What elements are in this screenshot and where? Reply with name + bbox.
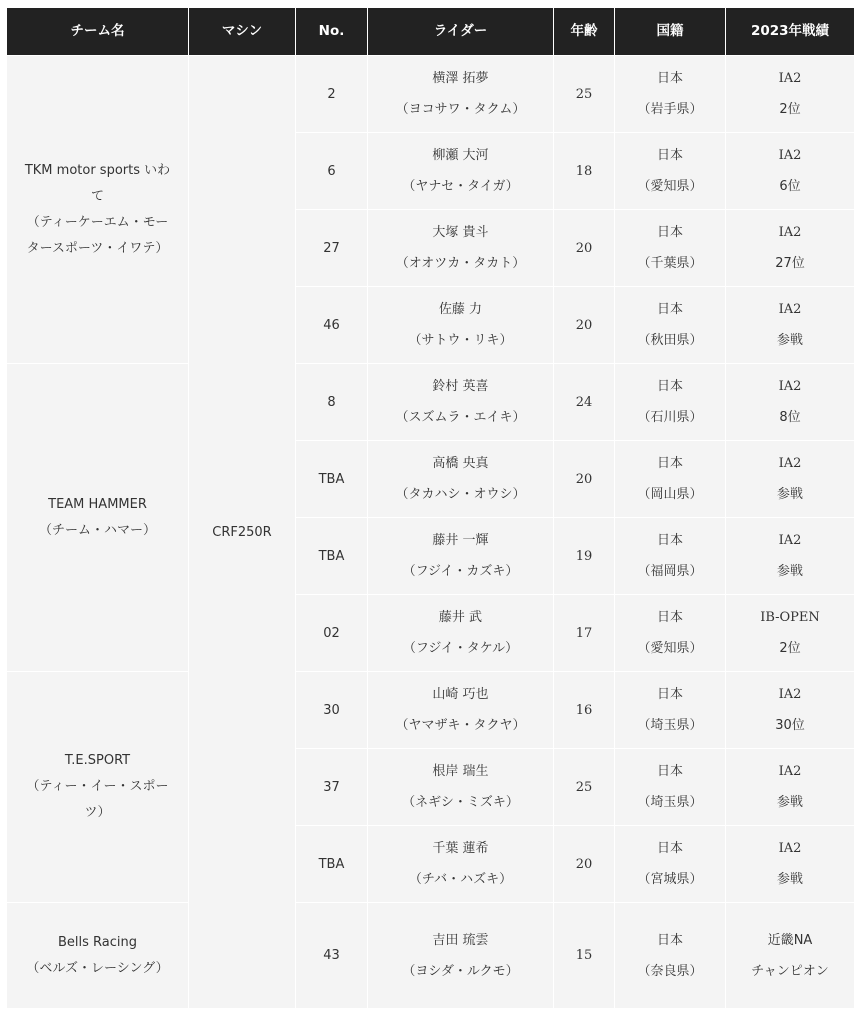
machine-cell: CRF250R (189, 56, 296, 1009)
result-class: IB-OPEN (760, 610, 820, 625)
rider-kana: （サトウ・リキ） (408, 333, 513, 348)
rider-number: 30 (296, 672, 368, 749)
nationality-cell (615, 826, 726, 903)
team-name-kana: （チーム・ハマー） (38, 522, 156, 538)
result-rank: 6位 (779, 179, 801, 194)
table-row (7, 903, 855, 1009)
rider-name: 吉田 琉雲 (432, 932, 489, 948)
table-row (7, 56, 855, 133)
result-class: IA2 (778, 687, 802, 702)
rider-name: 佐藤 力 (438, 302, 483, 317)
rider-number: TBA (296, 441, 368, 518)
result-class: IA2 (778, 148, 802, 163)
result-cell (726, 826, 855, 903)
rider-cell (368, 518, 554, 595)
result-class: IA2 (778, 379, 802, 394)
nationality-cell (615, 595, 726, 672)
country: 日本 (656, 932, 683, 948)
result-cell (726, 672, 855, 749)
prefecture: （埼玉県） (637, 795, 703, 810)
result-class: IA2 (778, 841, 802, 856)
rider-number: 27 (296, 210, 368, 287)
rider-name: 大塚 貴斗 (432, 225, 489, 240)
country: 日本 (656, 687, 683, 702)
result-cell (726, 749, 855, 826)
prefecture: （埼玉県） (637, 718, 703, 733)
rider-number: 02 (296, 595, 368, 672)
result-class: IA2 (778, 302, 802, 317)
rider-cell (368, 903, 554, 1009)
rider-table (6, 8, 855, 1009)
rider-cell (368, 672, 554, 749)
prefecture: （岩手県） (637, 102, 703, 117)
nationality-cell (615, 518, 726, 595)
result-rank: 参戦 (776, 333, 803, 348)
rider-name: 山崎 巧也 (432, 687, 489, 702)
prefecture: （宮城県） (637, 872, 703, 887)
rider-number: 6 (296, 133, 368, 210)
rider-name: 高橋 央真 (432, 456, 489, 471)
table-header-row (7, 8, 855, 56)
rider-kana: （タカハシ・オウシ） (395, 487, 526, 502)
team-cell (7, 672, 189, 903)
result-rank: 参戦 (776, 872, 803, 887)
result-class: IA2 (778, 764, 802, 779)
header-2023-result: 2023年戦績 (726, 8, 855, 56)
result-cell (726, 133, 855, 210)
team-cell (7, 364, 189, 672)
team-cell (7, 56, 189, 364)
rider-age: 16 (554, 672, 615, 749)
prefecture: （岡山県） (637, 487, 703, 502)
rider-cell (368, 441, 554, 518)
rider-kana: （スズムラ・エイキ） (395, 410, 526, 425)
prefecture: （奈良県） (637, 963, 703, 979)
nationality-cell (615, 210, 726, 287)
result-class: 近畿NA (767, 932, 813, 948)
result-rank: 8位 (779, 410, 801, 425)
rider-age: 20 (554, 826, 615, 903)
rider-age: 20 (554, 441, 615, 518)
result-cell (726, 287, 855, 364)
header-age: 年齢 (554, 8, 615, 56)
rider-cell (368, 595, 554, 672)
nationality-cell (615, 364, 726, 441)
result-cell (726, 518, 855, 595)
rider-number: TBA (296, 826, 368, 903)
result-rank: 2位 (779, 102, 801, 117)
rider-number: 43 (296, 903, 368, 1009)
table-row (7, 672, 855, 749)
result-rank: 参戦 (776, 564, 803, 579)
country: 日本 (656, 456, 683, 471)
result-cell (726, 595, 855, 672)
country: 日本 (656, 533, 683, 548)
nationality-cell (615, 903, 726, 1009)
result-rank: 参戦 (776, 487, 803, 502)
rider-number: TBA (296, 518, 368, 595)
result-class: IA2 (778, 71, 802, 86)
rider-kana: （ヨシダ・ルクモ） (402, 963, 519, 979)
rider-age: 18 (554, 133, 615, 210)
prefecture: （秋田県） (637, 333, 703, 348)
header-number: No. (296, 8, 368, 56)
nationality-cell (615, 287, 726, 364)
result-rank: チャンピオン (751, 963, 829, 979)
rider-kana: （ヨコサワ・タクム） (395, 102, 526, 117)
country: 日本 (656, 610, 683, 625)
result-cell (726, 364, 855, 441)
country: 日本 (656, 148, 683, 163)
team-name-kana: （ベルズ・レーシング） (26, 960, 169, 976)
nationality-cell (615, 441, 726, 518)
rider-kana: （フジイ・カズキ） (402, 564, 519, 579)
rider-number: 46 (296, 287, 368, 364)
country: 日本 (656, 379, 683, 394)
rider-cell (368, 826, 554, 903)
team-cell (7, 903, 189, 1009)
prefecture: （石川県） (637, 410, 703, 425)
nationality-cell (615, 749, 726, 826)
result-class: IA2 (778, 533, 802, 548)
nationality-cell (615, 672, 726, 749)
result-rank: 2位 (779, 641, 801, 656)
result-cell (726, 210, 855, 287)
country: 日本 (656, 225, 683, 240)
header-rider: ライダー (368, 8, 554, 56)
team-name: Bells Racing (57, 934, 137, 950)
rider-cell (368, 133, 554, 210)
rider-kana: （ヤナセ・タイガ） (402, 179, 519, 194)
country: 日本 (656, 841, 683, 856)
result-cell (726, 441, 855, 518)
rider-name: 横澤 拓夢 (432, 71, 489, 86)
result-cell (726, 56, 855, 133)
team-name: TKM motor sports いわて (24, 162, 171, 204)
team-name-kana: （ティー・イー・スポーツ） (26, 779, 169, 820)
rider-cell (368, 210, 554, 287)
prefecture: （福岡県） (637, 564, 703, 579)
header-machine: マシン (189, 8, 296, 56)
result-class: IA2 (778, 225, 802, 240)
nationality-cell (615, 133, 726, 210)
rider-age: 25 (554, 56, 615, 133)
rider-kana: （ネギシ・ミズキ） (402, 795, 519, 810)
result-cell (726, 903, 855, 1009)
rider-age: 25 (554, 749, 615, 826)
rider-name: 鈴村 英喜 (432, 379, 489, 394)
team-name: TEAM HAMMER (48, 496, 147, 512)
rider-age: 24 (554, 364, 615, 441)
result-rank: 27位 (775, 256, 805, 271)
rider-kana: （ヤマザキ・タクヤ） (395, 718, 526, 733)
rider-name: 千葉 蓮希 (432, 841, 489, 856)
header-team: チーム名 (7, 8, 189, 56)
result-rank: 30位 (775, 718, 805, 733)
prefecture: （愛知県） (637, 179, 703, 194)
rider-age: 20 (554, 210, 615, 287)
rider-name: 藤井 武 (438, 610, 483, 625)
rider-number: 2 (296, 56, 368, 133)
country: 日本 (656, 764, 683, 779)
rider-number: 37 (296, 749, 368, 826)
rider-age: 19 (554, 518, 615, 595)
rider-name: 藤井 一輝 (432, 533, 489, 548)
rider-cell (368, 364, 554, 441)
rider-kana: （チバ・ハズキ） (408, 872, 513, 887)
team-name: T.E.SPORT (64, 753, 131, 768)
rider-kana: （フジイ・タケル） (402, 641, 519, 656)
rider-cell (368, 56, 554, 133)
rider-cell (368, 749, 554, 826)
nationality-cell (615, 56, 726, 133)
header-nationality: 国籍 (615, 8, 726, 56)
rider-age: 20 (554, 287, 615, 364)
prefecture: （千葉県） (637, 256, 703, 271)
country: 日本 (656, 71, 683, 86)
rider-number: 8 (296, 364, 368, 441)
result-rank: 参戦 (776, 795, 803, 810)
rider-kana: （オオツカ・タカト） (395, 256, 526, 271)
prefecture: （愛知県） (637, 641, 703, 656)
rider-cell (368, 287, 554, 364)
result-class: IA2 (778, 456, 802, 471)
rider-age: 17 (554, 595, 615, 672)
rider-name: 根岸 瑞生 (432, 764, 489, 779)
team-name-kana: （ティーケーエム・モータースポーツ・イワテ） (26, 214, 169, 256)
table-row (7, 364, 855, 441)
rider-age: 15 (554, 903, 615, 1009)
rider-name: 柳瀬 大河 (432, 148, 489, 163)
country: 日本 (656, 302, 683, 317)
